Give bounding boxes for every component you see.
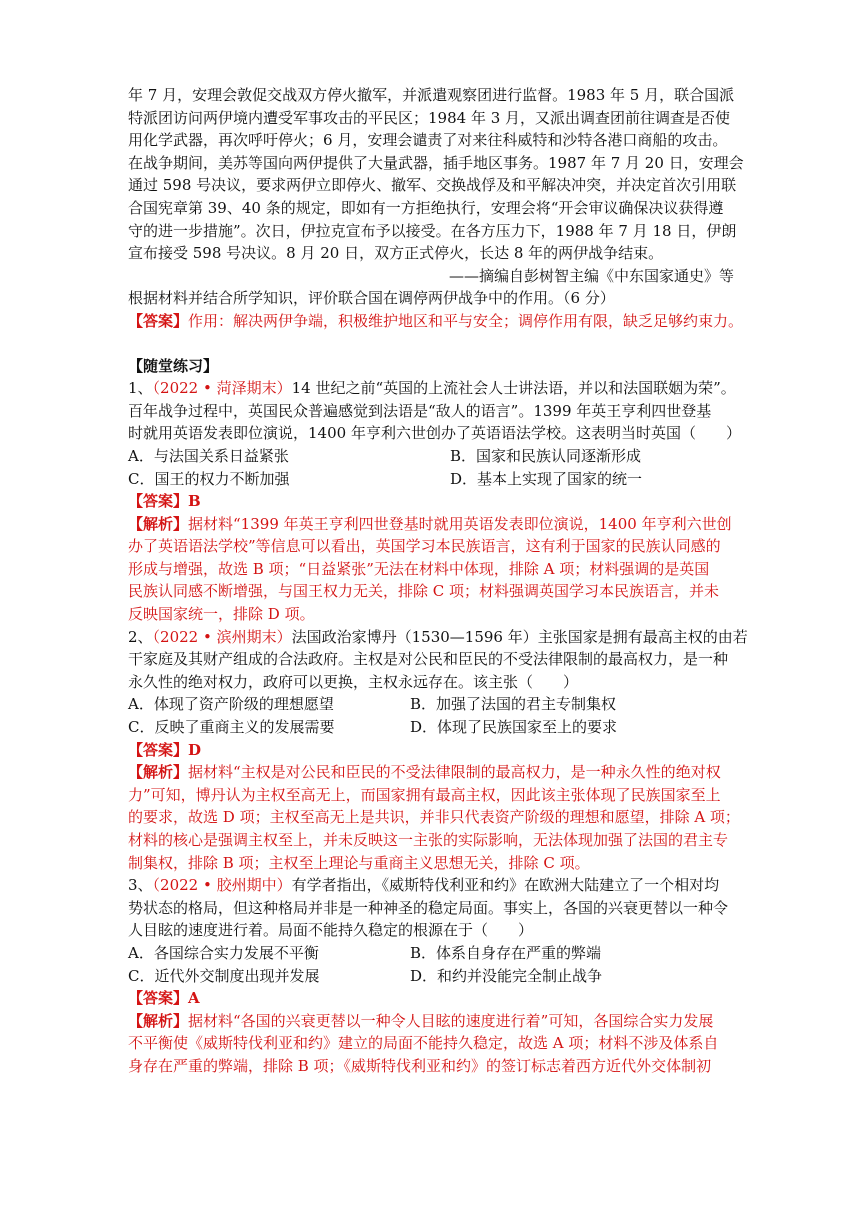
options-row — [128, 468, 734, 491]
answer-line: 【答案】B — [128, 492, 201, 511]
question-number: 3、 — [128, 876, 153, 895]
question-text: 干家庭及其财产组成的合法政府。主权是对公民和臣民的不受法律限制的最高权力，是一种 — [128, 650, 729, 669]
option-b: B．体系自身存在严重的弊端 — [410, 943, 602, 962]
material-source: ——摘编自彭树智主编《中东国家通史》等 — [448, 266, 734, 285]
options-row — [128, 445, 734, 468]
option-b: B．加强了法国的君主专制集权 — [410, 695, 617, 714]
option-b: B．国家和民族认同逐渐形成 — [450, 446, 642, 465]
option-a: A．与法国关系日益紧张 — [128, 446, 289, 465]
analysis-tag: 【解析】 — [128, 763, 189, 782]
question-number: 1、 — [128, 379, 153, 398]
options-row — [128, 942, 734, 965]
option-a: A．体现了资产阶级的理想愿望 — [128, 695, 334, 714]
answer-value: A — [188, 989, 200, 1008]
analysis-tag: 【解析】 — [128, 514, 189, 533]
material-line: 宣布接受 598 号决议。8 月 20 日，双方正式停火，长达 8 年的两伊战争结束。 — [128, 244, 664, 263]
option-d: D．体现了民族国家至上的要求 — [410, 718, 618, 737]
question-2 — [128, 626, 748, 875]
question-text: 势状态的格局，但这种格局并非是一种神圣的稳定局面。事实上，各国的兴衰更替以一种令 — [128, 898, 729, 917]
analysis-text: 形成与增强，故选 B 项；“日益紧张”无法在材料中体现，排除 A 项；材料强调的是英国 — [128, 559, 710, 578]
material-line: 通过 598 号决议，要求两伊立即停火、撤军、交换战俘及和平解决冲突，并决定首次引用联 — [128, 176, 737, 195]
analysis-text: 的要求，故选 D 项；主权至高无上是共识，并非只代表资产阶级的理想和愿望，排除 A 项； — [128, 808, 740, 827]
material-text — [128, 84, 744, 287]
question-number: 2、 — [128, 627, 153, 646]
document-page — [128, 84, 748, 1078]
analysis-text: 据材料“主权是对公民和臣民的不受法律限制的最高权力，是一种永久性的绝对权 — [188, 763, 721, 782]
answer-line: 【答案】A — [128, 989, 200, 1008]
question-text: 14 世纪之前“英国的上流社会人士讲法语，并以和法国联姻为荣”。 — [291, 379, 736, 398]
option-d: D．基本上实现了国家的统一 — [450, 469, 643, 488]
question-text: 法国政治家博丹（1530—1596 年）主张国家是拥有最高主权的由若 — [291, 627, 748, 646]
option-c: C．近代外交制度出现并发展 — [128, 966, 320, 985]
analysis-text: 办了英语语法学校”等信息可以看出，英国学习本民族语言，这有利于国家的民族认同感的 — [128, 537, 721, 556]
question-3 — [128, 874, 734, 1077]
analysis-text: 不平衡使《威斯特伐利亚和约》建立的局面不能持久稳定，故选 A 项；材料不涉及体系自 — [128, 1034, 719, 1053]
answer-line — [128, 310, 744, 333]
answer-value: D — [188, 740, 202, 759]
section-title: 【随堂练习】 — [128, 356, 219, 375]
question-prompt: 根据材料并结合所学知识，评价联合国在调停两伊战争中的作用。（6 分） — [128, 289, 615, 308]
answer-line: 【答案】D — [128, 740, 202, 759]
question-text: 百年战争过程中，英国民众普遍感觉到法语是“敌人的语言”。1399 年英王亨利四世登基 — [128, 401, 712, 420]
question-text: 人目眩的速度进行着。局面不能持久稳定的根源在于（ ） — [128, 921, 534, 940]
question-source: （2022 • 菏泽期末） — [152, 379, 292, 398]
option-c: C．国王的权力不断加强 — [128, 469, 290, 488]
material-line: 用化学武器，再次呼吁停火；6 月，安理会谴责了对来往科威特和沙特各港口商船的攻击。 — [128, 131, 728, 150]
answer-value: B — [188, 492, 201, 511]
question-1 — [128, 377, 741, 626]
answer-text: 作用：解决两伊争端，积极维护地区和平与安全；调停作用有限，缺乏足够约束力。 — [188, 311, 744, 330]
analysis-text: 反映国家统一，排除 D 项。 — [128, 605, 315, 624]
options-row — [128, 716, 734, 739]
analysis-text: 材料的核心是强调主权至上，并未反映这一主张的实际影响，无法体现加强了法国的君主专 — [128, 831, 729, 849]
question-source: （2022 • 滨州期末） — [152, 627, 292, 646]
option-a: A．各国综合实力发展不平衡 — [128, 943, 319, 962]
options-row — [128, 693, 734, 716]
analysis-tag: 【解析】 — [128, 1011, 189, 1030]
analysis-text: 制集权，排除 B 项；主权至上理论与重商主义思想无关，排除 C 项。 — [128, 853, 590, 872]
material-line: 年 7 月，安理会敦促交战双方停火撤军，并派遣观察团进行监督。1983 年 5 月，联合国派 — [128, 86, 735, 104]
material-line: 特派团访问两伊境内遭受军事攻击的平民区；1984 年 3 月，又派出调查团前往调查是否使 — [128, 108, 731, 127]
option-d: D．和约并没能完全制止战争 — [410, 966, 603, 985]
answer-tag: 【答案】 — [128, 311, 189, 330]
option-c: C．反映了重商主义的发展需要 — [128, 718, 335, 737]
material-line: 守的进一步措施”。次日，伊拉克宣布予以接受。在各方压力下，1988 年 7 月 18 日，伊朗 — [128, 221, 737, 240]
material-line: 在战争期间，美苏等国向两伊提供了大量武器，插手地区事务。1987 年 7 月 20 日，安理会 — [128, 153, 744, 172]
question-source: （2022 • 胶州期中） — [152, 876, 292, 895]
analysis-text: 力”可知，博丹认为主权至高无上，而国家拥有最高主权，因此该主张体现了民族国家至上 — [128, 785, 721, 804]
analysis-text: 据材料“1399 年英王亨利四世登基时就用英语发表即位演说，1400 年亨利六世创 — [188, 514, 732, 533]
analysis-text: 身存在严重的弊端，排除 B 项；《威斯特伐利亚和约》的签订标志着西方近代外交体制初 — [128, 1056, 712, 1075]
material-line: 合国宪章第 39、40 条的规定，即如有一方拒绝执行，安理会将“开会审议确保决议获得遵 — [128, 198, 724, 217]
options-row — [128, 965, 734, 988]
analysis-text: 民族认同感不断增强，与国王权力无关，排除 C 项；材料强调英国学习本民族语言，并未 — [128, 582, 720, 601]
analysis-text: 据材料“各国的兴衰更替以一种令人目眩的速度进行着”可知，各国综合实力发展 — [188, 1011, 714, 1030]
question-text: 有学者指出，《威斯特伐利亚和约》在欧洲大陆建立了一个相对均 — [291, 876, 720, 895]
question-text: 永久性的绝对权力，政府可以更换，主权永远存在。该主张（ ） — [128, 672, 579, 691]
question-text: 时就用英语发表即位演说，1400 年亨利六世创办了英语语法学校。这表明当时英国（ ） — [128, 424, 741, 443]
